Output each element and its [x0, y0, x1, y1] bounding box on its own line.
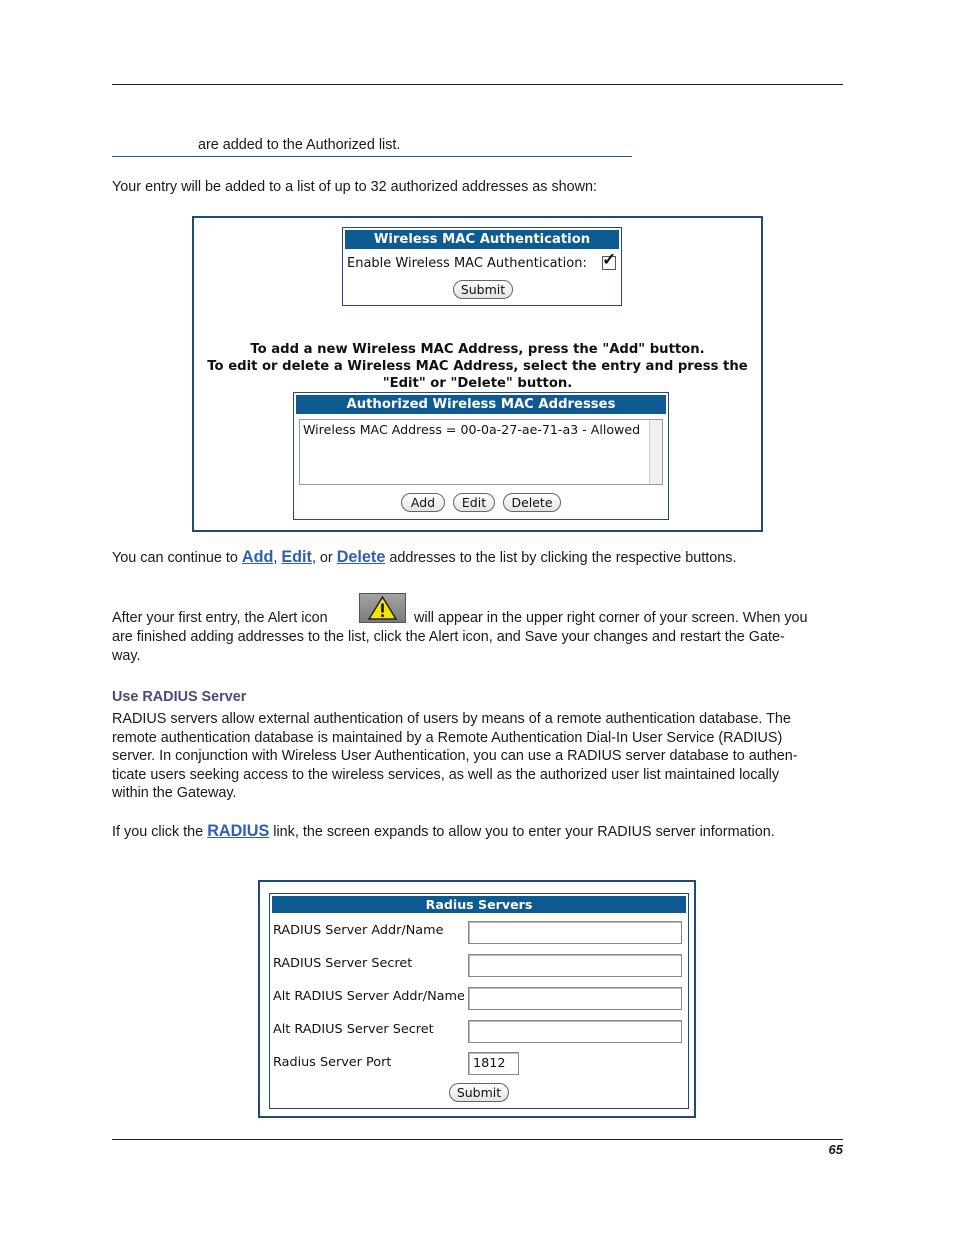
mac-auth-screenshot — [192, 216, 763, 532]
radius-link[interactable]: RADIUS — [207, 822, 270, 840]
list-item[interactable]: Wireless MAC Address = 00-0a-27-ae-71-a3 - Allowed — [303, 422, 641, 437]
radius-secret-label: RADIUS Server Secret — [273, 956, 413, 971]
checkmark-icon: ✓ — [602, 250, 617, 269]
continued-text: are added to the Authorized list. — [198, 137, 401, 153]
delete-link[interactable]: Delete — [336, 548, 386, 566]
footer-rule — [112, 1139, 843, 1140]
list-intro-text: Your entry will be added to a list of up to 32 authorized addresses as shown: — [112, 179, 598, 195]
list-scrollbar[interactable] — [649, 420, 662, 484]
radius-servers-screenshot — [258, 880, 696, 1118]
radius-link-paragraph: If you click the RADIUS link, the screen expands to allow you to enter your RADIUS server information. — [112, 822, 775, 840]
alert-text-line-2: are finished adding addresses to the list, click the Alert icon, and Save your changes and restart the Gate- — [112, 629, 785, 645]
radius-secret-input[interactable] — [468, 954, 682, 977]
warning-icon — [359, 593, 406, 623]
radius-port-input[interactable]: 1812 — [468, 1052, 519, 1075]
alt-radius-addr-label: Alt RADIUS Server Addr/Name — [273, 989, 465, 1004]
radius-addr-input[interactable] — [468, 921, 682, 944]
radius-heading: Use RADIUS Server — [112, 689, 247, 705]
alt-radius-secret-input[interactable] — [468, 1020, 682, 1043]
alert-text-after: will appear in the upper right corner of your screen. When you — [414, 610, 808, 626]
note-underline — [112, 156, 632, 157]
authorized-mac-panel — [293, 392, 669, 520]
instructions-line-2: To edit or delete a Wireless MAC Address, select the entry and press the — [207, 359, 748, 374]
alt-radius-secret-label: Alt RADIUS Server Secret — [273, 1022, 434, 1037]
alert-text-line-3: way. — [112, 648, 141, 664]
page-number: 65 — [828, 1142, 843, 1157]
instructions-line-3: "Edit" or "Delete" button. — [382, 376, 573, 391]
alt-radius-addr-input[interactable] — [468, 987, 682, 1010]
mac-auth-submit-button[interactable]: Submit — [453, 280, 513, 299]
edit-button[interactable]: Edit — [453, 493, 495, 512]
enable-mac-auth-checkbox[interactable] — [602, 250, 617, 270]
edit-link[interactable]: Edit — [281, 548, 312, 566]
mac-auth-panel — [342, 227, 622, 306]
enable-mac-auth-label: Enable Wireless MAC Authentication: — [347, 256, 587, 271]
instructions-line-1: To add a new Wireless MAC Address, press the "Add" button. — [250, 342, 705, 357]
radius-addr-label: RADIUS Server Addr/Name — [273, 923, 444, 938]
delete-button[interactable]: Delete — [503, 493, 561, 512]
radius-submit-button[interactable]: Submit — [449, 1083, 509, 1102]
continue-paragraph: You can continue to Add, Edit, or Delete addresses to the list by clicking the respective buttons. — [112, 548, 737, 566]
authorized-mac-title: Authorized Wireless MAC Addresses — [296, 395, 666, 414]
radius-body: RADIUS servers allow external authentication of users by means of a remote authentication database. The remote authentication database is maintained by a Remote Authentication Dial-In User Service (RADIUS) server. In conjunction with Wireless User Authentication, you can use a RADIUS server database to authen- ticate users seeking access to the wireless services, as well as the authorized user list maintained locally within the Gateway. — [112, 711, 798, 802]
add-button[interactable]: Add — [401, 493, 445, 512]
header-rule — [112, 84, 843, 85]
alert-text-before: After your first entry, the Alert icon — [112, 610, 328, 626]
add-link[interactable]: Add — [241, 548, 274, 566]
radius-servers-title: Radius Servers — [272, 896, 686, 913]
radius-port-label: Radius Server Port — [273, 1055, 392, 1070]
authorized-mac-list[interactable] — [299, 419, 663, 485]
mac-auth-title: Wireless MAC Authentication — [345, 230, 619, 249]
radius-servers-panel — [269, 893, 689, 1109]
